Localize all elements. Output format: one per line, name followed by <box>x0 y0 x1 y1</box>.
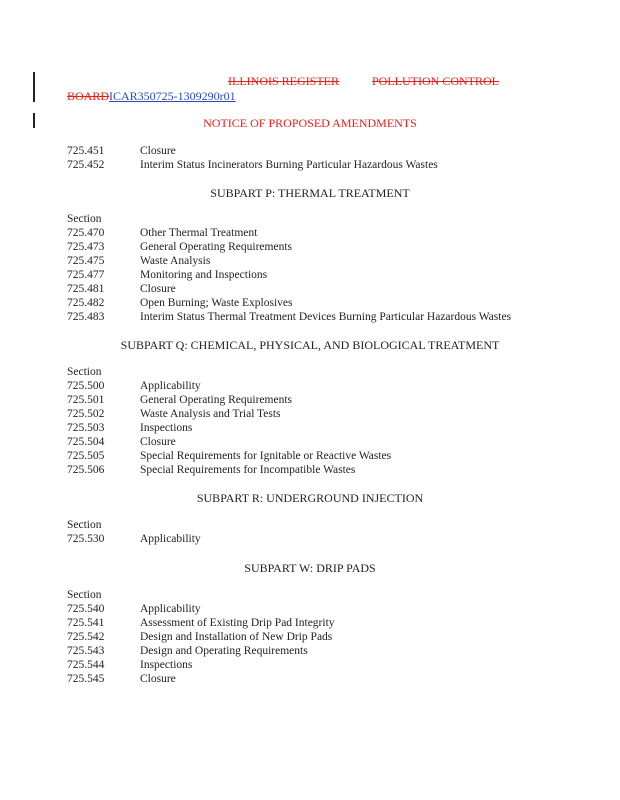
section-number: 725.540 <box>67 603 105 615</box>
change-bar-top <box>33 72 35 102</box>
toc-row <box>67 145 567 159</box>
section-number: 725.451 <box>67 145 105 157</box>
section-title: Waste Analysis <box>140 255 211 267</box>
toc-row <box>67 464 567 478</box>
section-number: 725.544 <box>67 659 105 671</box>
toc-row <box>67 533 567 547</box>
toc-row <box>67 283 567 297</box>
toc-row <box>67 617 567 631</box>
toc-row <box>67 227 567 241</box>
section-title: Assessment of Existing Drip Pad Integrity <box>140 617 335 629</box>
section-label: Section <box>67 213 102 225</box>
document-id: ICAR350725-1309290r01 <box>109 89 236 103</box>
section-title: Applicability <box>140 533 201 545</box>
section-label: Section <box>67 589 102 601</box>
section-title: General Operating Requirements <box>140 394 292 406</box>
section-number: 725.502 <box>67 408 105 420</box>
section-number: 725.505 <box>67 450 105 462</box>
section-title: Interim Status Thermal Treatment Devices Burning Particular Hazardous Wastes <box>140 311 512 323</box>
section-label: Section <box>67 366 102 378</box>
toc-row <box>67 603 567 617</box>
section-number: 725.542 <box>67 631 105 643</box>
toc-row <box>67 645 567 659</box>
section-title: Closure <box>140 436 176 448</box>
toc-row <box>67 450 567 464</box>
toc-row <box>67 394 567 408</box>
section-title: Design and Operating Requirements <box>140 645 308 657</box>
section-title: Design and Installation of New Drip Pads <box>140 631 333 643</box>
section-number: 725.545 <box>67 673 105 685</box>
subpart-p-heading: SUBPART P: THERMAL TREATMENT <box>210 186 410 200</box>
board-line <box>67 89 236 104</box>
toc-row <box>67 436 567 450</box>
toc-row <box>67 659 567 673</box>
section-title: Closure <box>140 673 176 685</box>
section-title: Special Requirements for Ignitable or Reactive Wastes <box>140 450 392 462</box>
toc-row <box>67 297 567 311</box>
section-number: 725.452 <box>67 159 105 171</box>
section-number: 725.501 <box>67 394 105 406</box>
section-number: 725.483 <box>67 311 105 323</box>
section-title: Waste Analysis and Trial Tests <box>140 408 281 420</box>
section-title: Open Burning; Waste Explosives <box>140 297 293 309</box>
section-number: 725.506 <box>67 464 105 476</box>
section-title: Closure <box>140 283 176 295</box>
section-number: 725.473 <box>67 241 105 253</box>
subpart-w-heading: SUBPART W: DRIP PADS <box>244 561 376 575</box>
register-label: ILLINOIS REGISTER <box>228 74 339 88</box>
section-number: 725.477 <box>67 269 105 281</box>
section-title: Interim Status Incinerators Burning Particular Hazardous Wastes <box>140 159 438 171</box>
section-number: 725.541 <box>67 617 105 629</box>
notice-title: NOTICE OF PROPOSED AMENDMENTS <box>203 116 417 130</box>
section-number: 725.530 <box>67 533 105 545</box>
toc-row <box>67 269 567 283</box>
toc-row <box>67 255 567 269</box>
subpart-q-heading: SUBPART Q: CHEMICAL, PHYSICAL, AND BIOLOGICAL TREATMENT <box>120 338 500 352</box>
section-title: Special Requirements for Incompatible Wastes <box>140 464 356 476</box>
section-number: 725.470 <box>67 227 105 239</box>
section-title: General Operating Requirements <box>140 241 292 253</box>
toc-row <box>67 631 567 645</box>
section-number: 725.503 <box>67 422 105 434</box>
section-title: Applicability <box>140 603 201 615</box>
toc-row <box>67 422 567 436</box>
toc-row <box>67 311 567 325</box>
agency-label: POLLUTION CONTROL <box>372 74 499 88</box>
section-number: 725.504 <box>67 436 105 448</box>
section-title: Applicability <box>140 380 201 392</box>
section-title: Inspections <box>140 659 193 671</box>
section-number: 725.475 <box>67 255 105 267</box>
toc-row <box>67 159 567 173</box>
toc-row <box>67 380 567 394</box>
section-number: 725.543 <box>67 645 105 657</box>
subpart-r-heading: SUBPART R: UNDERGROUND INJECTION <box>196 491 424 505</box>
toc-row <box>67 408 567 422</box>
toc-row <box>67 241 567 255</box>
section-number: 725.500 <box>67 380 105 392</box>
section-title: Monitoring and Inspections <box>140 269 268 281</box>
section-title: Inspections <box>140 422 193 434</box>
toc-row <box>67 673 567 687</box>
board-struck-text: BOARD <box>67 89 110 103</box>
section-label: Section <box>67 519 102 531</box>
section-title: Other Thermal Treatment <box>140 227 258 239</box>
section-title: Closure <box>140 145 176 157</box>
section-number: 725.482 <box>67 297 105 309</box>
section-number: 725.481 <box>67 283 105 295</box>
